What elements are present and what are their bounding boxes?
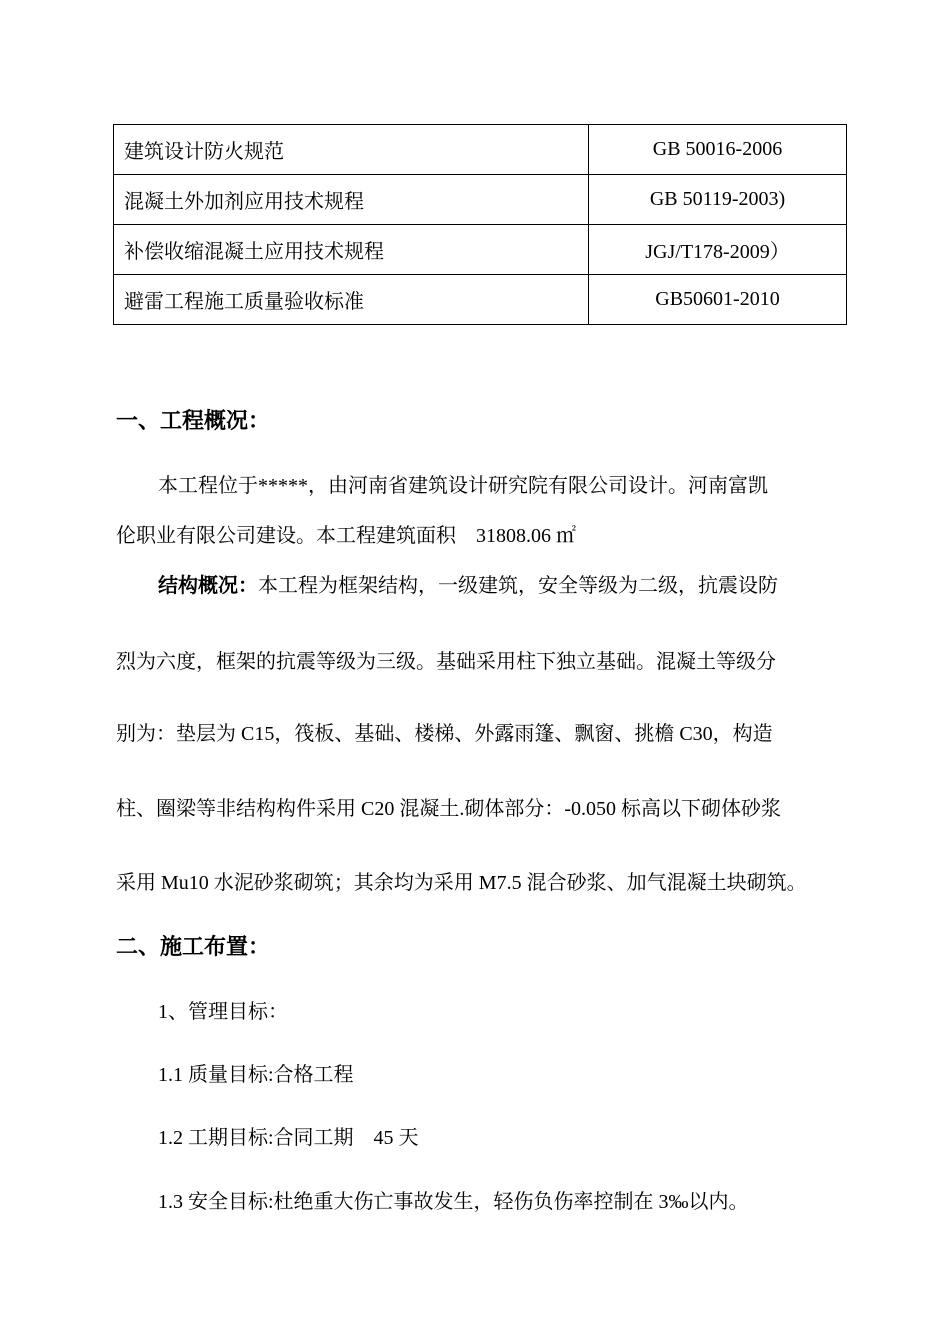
standard-name: 补偿收缩混凝土应用技术规程 (114, 225, 589, 275)
standard-name: 建筑设计防火规范 (114, 125, 589, 175)
standard-code: GB 50119-2003) (589, 175, 847, 225)
overview-paragraph-line: 伦职业有限公司建设。本工程建筑面积 31808.06 ㎡ (116, 525, 576, 547)
structure-paragraph-line: 柱、圈梁等非结构构件采用 C20 混凝土.砌体部分：-0.050 标高以下砌体砂浆 (116, 798, 781, 820)
goals-title: 1、管理目标： (158, 1001, 288, 1023)
goal-quality: 1.1 质量目标:合格工程 (158, 1064, 354, 1086)
structure-paragraph-line: 采用 Mu10 水泥砂浆砌筑；其余均为采用 M7.5 混合砂浆、加气混凝土块砌筑。 (116, 872, 807, 894)
structure-paragraph-line: 别为：垫层为 C15，筏板、基础、楼梯、外露雨篷、飘窗、挑檐 C30，构造 (116, 723, 773, 745)
table-row (114, 125, 847, 175)
section-heading-overview: 一、工程概况： (116, 408, 271, 433)
standard-code: GB50601-2010 (589, 275, 847, 325)
goal-safety: 1.3 安全目标:杜绝重大伤亡事故发生，轻伤负伤率控制在 3‰以内。 (158, 1191, 749, 1213)
structure-paragraph-line: 烈为六度，框架的抗震等级为三级。基础采用柱下独立基础。混凝土等级分 (116, 651, 776, 673)
structure-label: 结构概况： (158, 575, 258, 597)
structure-paragraph-line (158, 569, 778, 598)
table-row (114, 175, 847, 225)
standard-name: 混凝土外加剂应用技术规程 (114, 175, 589, 225)
goal-schedule: 1.2 工期目标:合同工期 45 天 (158, 1127, 419, 1149)
standards-table (113, 124, 847, 325)
table-row (114, 225, 847, 275)
overview-paragraph-line: 本工程位于*****，由河南省建筑设计研究院有限公司设计。河南富凯 (158, 475, 768, 497)
table-row (114, 275, 847, 325)
standard-code: GB 50016-2006 (589, 125, 847, 175)
standard-name: 避雷工程施工质量验收标准 (114, 275, 589, 325)
structure-text: 本工程为框架结构，一级建筑，安全等级为二级，抗震设防 (258, 575, 778, 597)
standard-code: JGJ/T178-2009） (589, 225, 847, 275)
section-heading-layout: 二、施工布置： (116, 934, 271, 959)
